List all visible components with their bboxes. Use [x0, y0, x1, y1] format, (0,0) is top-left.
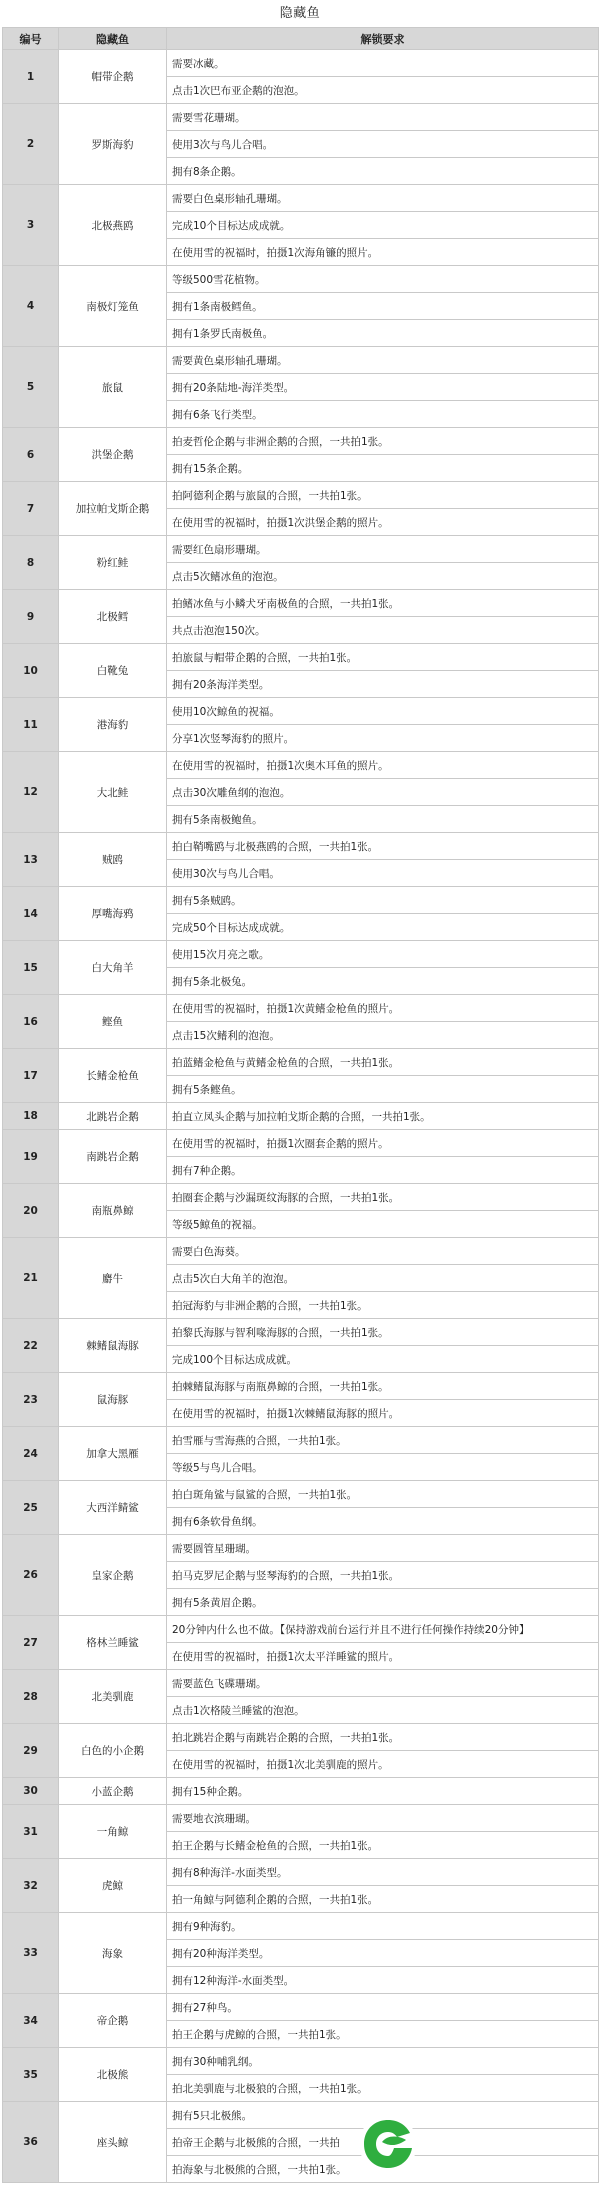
table-row — [3, 1535, 599, 1562]
row-number: 35 — [3, 2048, 59, 2102]
table-body — [3, 50, 599, 2183]
requirement-cell: 拥有1条罗氏南极鱼。 — [167, 320, 599, 347]
fish-name: 北极鳕 — [59, 590, 167, 644]
fish-name: 罗斯海豹 — [59, 104, 167, 185]
requirement-cell: 拥有5条鲣鱼。 — [167, 1076, 599, 1103]
requirement-cell: 在使用雪的祝福时，拍摄1次海角镰的照片。 — [167, 239, 599, 266]
requirement-cell: 拍黎氏海豚与智利喙海豚的合照，一共拍1张。 — [167, 1319, 599, 1346]
logo-svg — [358, 2114, 418, 2174]
requirement-cell: 拥有9种海豹。 — [167, 1913, 599, 1940]
fish-name: 南瓶鼻鲸 — [59, 1184, 167, 1238]
requirement-cell: 20分钟内什么也不做。【保持游戏前台运行并且不进行任何操作持续20分钟】 — [167, 1616, 599, 1643]
page-title: 隐藏鱼 — [279, 6, 321, 21]
requirement-cell: 拥有5条贼鸥。 — [167, 887, 599, 914]
table-row — [3, 995, 599, 1022]
row-number: 1 — [3, 50, 59, 104]
fish-name: 粉红鲑 — [59, 536, 167, 590]
table-row — [3, 1670, 599, 1697]
table-row — [3, 2102, 599, 2129]
requirement-cell: 等级5与鸟儿合唱。 — [167, 1454, 599, 1481]
requirement-cell: 等级500雪花植物。 — [167, 266, 599, 293]
row-number: 3 — [3, 185, 59, 266]
fish-name: 大北鲑 — [59, 752, 167, 833]
fish-name: 麝牛 — [59, 1238, 167, 1319]
requirement-cell: 点击5次鳍冰鱼的泡泡。 — [167, 563, 599, 590]
table-row — [3, 698, 599, 725]
requirement-cell: 拥有15条企鹅。 — [167, 455, 599, 482]
header-name: 隐藏鱼 — [59, 28, 167, 50]
requirement-cell: 拥有8种海洋-水面类型。 — [167, 1859, 599, 1886]
row-number: 9 — [3, 590, 59, 644]
fish-name: 长鳍金枪鱼 — [59, 1049, 167, 1103]
requirement-cell: 拍王企鹅与虎鲸的合照，一共拍1张。 — [167, 2021, 599, 2048]
table-row — [3, 1427, 599, 1454]
row-number: 7 — [3, 482, 59, 536]
table-row — [3, 1913, 599, 1940]
table-row — [3, 482, 599, 509]
requirement-cell: 拥有1条南极鳕鱼。 — [167, 293, 599, 320]
table-row — [3, 887, 599, 914]
table-row — [3, 185, 599, 212]
row-number: 16 — [3, 995, 59, 1049]
requirement-cell: 拍雪雁与雪海燕的合照，一共拍1张。 — [167, 1427, 599, 1454]
row-number: 14 — [3, 887, 59, 941]
row-number: 13 — [3, 833, 59, 887]
row-number: 21 — [3, 1238, 59, 1319]
requirement-cell: 点击15次鳍利的泡泡。 — [167, 1022, 599, 1049]
table-row — [3, 941, 599, 968]
table-row — [3, 590, 599, 617]
requirement-cell: 在使用雪的祝福时，拍摄1次棘鳍鼠海豚的照片。 — [167, 1400, 599, 1427]
fish-name: 南跳岩企鹅 — [59, 1130, 167, 1184]
requirement-cell: 在使用雪的祝福时，拍摄1次奥木耳鱼的照片。 — [167, 752, 599, 779]
table-row — [3, 1103, 599, 1130]
fish-name: 鼠海豚 — [59, 1373, 167, 1427]
table-row — [3, 1859, 599, 1886]
requirement-cell: 需要红色扇形珊瑚。 — [167, 536, 599, 563]
row-number: 22 — [3, 1319, 59, 1373]
table-header-row — [3, 28, 599, 50]
requirement-cell: 拥有20种海洋类型。 — [167, 1940, 599, 1967]
fish-name: 棘鳍鼠海豚 — [59, 1319, 167, 1373]
fish-name: 北极燕鸥 — [59, 185, 167, 266]
requirement-cell: 拥有20条陆地-海洋类型。 — [167, 374, 599, 401]
row-number: 31 — [3, 1805, 59, 1859]
requirement-cell: 拍海象与北极熊的合照，一共拍1张。 — [167, 2156, 599, 2183]
fish-name: 帝企鹅 — [59, 1994, 167, 2048]
requirement-cell: 拥有5条黄眉企鹅。 — [167, 1589, 599, 1616]
fish-name: 白大角羊 — [59, 941, 167, 995]
requirement-cell: 点击1次巴布亚企鹅的泡泡。 — [167, 77, 599, 104]
requirement-cell: 拍冠海豹与非洲企鹅的合照，一共拍1张。 — [167, 1292, 599, 1319]
requirement-cell: 使用30次与鸟儿合唱。 — [167, 860, 599, 887]
requirement-cell: 拍马克罗尼企鹅与竖琴海豹的合照，一共拍1张。 — [167, 1562, 599, 1589]
requirement-cell: 完成50个目标达成成就。 — [167, 914, 599, 941]
table-row — [3, 1616, 599, 1643]
requirement-cell: 拥有27种鸟。 — [167, 1994, 599, 2021]
requirement-cell: 拍白鞘嘴鸥与北极燕鸥的合照，一共拍1张。 — [167, 833, 599, 860]
requirement-cell: 共点击泡泡150次。 — [167, 617, 599, 644]
requirement-cell: 需要白色桌形轴孔珊瑚。 — [167, 185, 599, 212]
table-row — [3, 1994, 599, 2021]
table-row — [3, 1373, 599, 1400]
fish-name: 座头鲸 — [59, 2102, 167, 2183]
table-row — [3, 1805, 599, 1832]
fish-name: 南极灯笼鱼 — [59, 266, 167, 347]
table-row — [3, 104, 599, 131]
fish-name: 加拿大黑雁 — [59, 1427, 167, 1481]
requirement-cell: 分享1次竖琴海豹的照片。 — [167, 725, 599, 752]
fish-name: 北跳岩企鹅 — [59, 1103, 167, 1130]
table-row — [3, 1049, 599, 1076]
requirement-cell: 完成10个目标达成成就。 — [167, 212, 599, 239]
row-number: 25 — [3, 1481, 59, 1535]
table-row — [3, 1130, 599, 1157]
requirement-cell: 使用15次月亮之歌。 — [167, 941, 599, 968]
row-number: 23 — [3, 1373, 59, 1427]
fish-name: 帽带企鹅 — [59, 50, 167, 104]
requirement-cell: 使用3次与鸟儿合唱。 — [167, 131, 599, 158]
row-number: 2 — [3, 104, 59, 185]
requirement-cell: 在使用雪的祝福时，拍摄1次太平洋睡鲨的照片。 — [167, 1643, 599, 1670]
requirement-cell: 点击5次白大角羊的泡泡。 — [167, 1265, 599, 1292]
row-number: 17 — [3, 1049, 59, 1103]
row-number: 11 — [3, 698, 59, 752]
requirement-cell: 拥有5条南极鲍鱼。 — [167, 806, 599, 833]
green-leaf-logo-icon — [358, 2114, 418, 2174]
requirement-cell: 拍王企鹅与长鳍金枪鱼的合照，一共拍1张。 — [167, 1832, 599, 1859]
fish-name: 加拉帕戈斯企鹅 — [59, 482, 167, 536]
row-number: 6 — [3, 428, 59, 482]
fish-name: 虎鲸 — [59, 1859, 167, 1913]
requirement-cell: 需要蓝色飞碟珊瑚。 — [167, 1670, 599, 1697]
requirement-cell: 拥有6条飞行类型。 — [167, 401, 599, 428]
requirement-cell: 拥有30种哺乳纲。 — [167, 2048, 599, 2075]
requirement-cell: 拥有5只北极熊。 — [167, 2102, 599, 2129]
requirement-cell: 拥有5条北极兔。 — [167, 968, 599, 995]
requirement-cell: 拍直立凤头企鹅与加拉帕戈斯企鹅的合照，一共拍1张。 — [167, 1103, 599, 1130]
requirement-cell: 点击30次雕鱼纲的泡泡。 — [167, 779, 599, 806]
table-row — [3, 1319, 599, 1346]
table-row — [3, 536, 599, 563]
row-number: 32 — [3, 1859, 59, 1913]
requirement-cell: 拥有12种海洋-水面类型。 — [167, 1967, 599, 1994]
fish-name: 港海豹 — [59, 698, 167, 752]
row-number: 26 — [3, 1535, 59, 1616]
fish-name: 北极熊 — [59, 2048, 167, 2102]
requirement-cell: 在使用雪的祝福时，拍摄1次黄鳍金枪鱼的照片。 — [167, 995, 599, 1022]
requirement-cell: 拥有20条海洋类型。 — [167, 671, 599, 698]
requirement-cell: 在使用雪的祝福时，拍摄1次北美驯鹿的照片。 — [167, 1751, 599, 1778]
table-row — [3, 1238, 599, 1265]
row-number: 12 — [3, 752, 59, 833]
requirement-cell: 拍蓝鳍金枪鱼与黄鳍金枪鱼的合照，一共拍1张。 — [167, 1049, 599, 1076]
table-row — [3, 833, 599, 860]
row-number: 30 — [3, 1778, 59, 1805]
fish-name: 厚嘴海鸦 — [59, 887, 167, 941]
row-number: 24 — [3, 1427, 59, 1481]
row-number: 33 — [3, 1913, 59, 1994]
requirement-cell: 完成100个目标达成成就。 — [167, 1346, 599, 1373]
requirement-cell: 拍帝王企鹅与北极熊的合照，一共拍 — [167, 2129, 599, 2156]
row-number: 18 — [3, 1103, 59, 1130]
table-row — [3, 1184, 599, 1211]
row-number: 19 — [3, 1130, 59, 1184]
fish-name: 海象 — [59, 1913, 167, 1994]
table-row — [3, 752, 599, 779]
row-number: 5 — [3, 347, 59, 428]
requirement-cell: 拍北跳岩企鹅与南跳岩企鹅的合照，一共拍1张。 — [167, 1724, 599, 1751]
requirement-cell: 等级5鲸鱼的祝福。 — [167, 1211, 599, 1238]
fish-name: 大西洋鲭鲨 — [59, 1481, 167, 1535]
fish-name: 皇家企鹅 — [59, 1535, 167, 1616]
requirement-cell: 拍一角鲸与阿德利企鹅的合照，一共拍1张。 — [167, 1886, 599, 1913]
row-number: 36 — [3, 2102, 59, 2183]
header-num: 编号 — [3, 28, 59, 50]
requirement-cell: 拍北美驯鹿与北极狼的合照，一共拍1张。 — [167, 2075, 599, 2102]
fish-name: 北美驯鹿 — [59, 1670, 167, 1724]
fish-name: 旅鼠 — [59, 347, 167, 428]
requirement-cell: 拍白斑角鲨与鼠鲨的合照，一共拍1张。 — [167, 1481, 599, 1508]
requirement-cell: 需要雪花珊瑚。 — [167, 104, 599, 131]
requirement-cell: 需要白色海葵。 — [167, 1238, 599, 1265]
requirement-cell: 需要黄色桌形轴孔珊瑚。 — [167, 347, 599, 374]
requirement-cell: 拥有15种企鹅。 — [167, 1778, 599, 1805]
requirement-cell: 需要冰藏。 — [167, 50, 599, 77]
requirement-cell: 在使用雪的祝福时，拍摄1次圈套企鹅的照片。 — [167, 1130, 599, 1157]
row-number: 20 — [3, 1184, 59, 1238]
row-number: 10 — [3, 644, 59, 698]
table-row — [3, 428, 599, 455]
fish-name: 鲣鱼 — [59, 995, 167, 1049]
fish-name: 一角鲸 — [59, 1805, 167, 1859]
fish-name: 小蓝企鹅 — [59, 1778, 167, 1805]
requirement-cell: 拍旅鼠与帽带企鹅的合照，一共拍1张。 — [167, 644, 599, 671]
fish-name: 贼鸥 — [59, 833, 167, 887]
hidden-fish-table — [2, 27, 599, 2183]
requirement-cell: 拍麦哲伦企鹅与非洲企鹅的合照，一共拍1张。 — [167, 428, 599, 455]
requirement-cell: 拍鳍冰鱼与小鳞犬牙南极鱼的合照，一共拍1张。 — [167, 590, 599, 617]
table-row — [3, 1724, 599, 1751]
table-row — [3, 1778, 599, 1805]
row-number: 15 — [3, 941, 59, 995]
table-row — [3, 2048, 599, 2075]
table-row — [3, 644, 599, 671]
row-number: 34 — [3, 1994, 59, 2048]
table-row — [3, 1481, 599, 1508]
fish-name: 白色的小企鹅 — [59, 1724, 167, 1778]
row-number: 28 — [3, 1670, 59, 1724]
requirement-cell: 在使用雪的祝福时，拍摄1次洪堡企鹅的照片。 — [167, 509, 599, 536]
row-number: 29 — [3, 1724, 59, 1778]
row-number: 8 — [3, 536, 59, 590]
fish-name: 白靴兔 — [59, 644, 167, 698]
requirement-cell: 拍圈套企鹅与沙漏斑纹海豚的合照，一共拍1张。 — [167, 1184, 599, 1211]
fish-name: 格林兰睡鲨 — [59, 1616, 167, 1670]
requirement-cell: 拥有8条企鹅。 — [167, 158, 599, 185]
requirement-cell: 需要地衣滨珊瑚。 — [167, 1805, 599, 1832]
requirement-cell: 点击1次格陵兰睡鲨的泡泡。 — [167, 1697, 599, 1724]
requirement-cell: 使用10次鲸鱼的祝福。 — [167, 698, 599, 725]
row-number: 4 — [3, 266, 59, 347]
table-row — [3, 347, 599, 374]
requirement-cell: 需要圆管星珊瑚。 — [167, 1535, 599, 1562]
fish-name: 洪堡企鹅 — [59, 428, 167, 482]
requirement-cell: 拍阿德利企鹅与旅鼠的合照，一共拍1张。 — [167, 482, 599, 509]
table-row — [3, 266, 599, 293]
requirement-cell: 拥有6条软骨鱼纲。 — [167, 1508, 599, 1535]
header-requirements: 解锁要求 — [167, 28, 599, 50]
requirement-cell: 拥有7种企鹅。 — [167, 1157, 599, 1184]
row-number: 27 — [3, 1616, 59, 1670]
table-row — [3, 50, 599, 77]
requirement-cell: 拍棘鳍鼠海豚与南瓶鼻鲸的合照，一共拍1张。 — [167, 1373, 599, 1400]
